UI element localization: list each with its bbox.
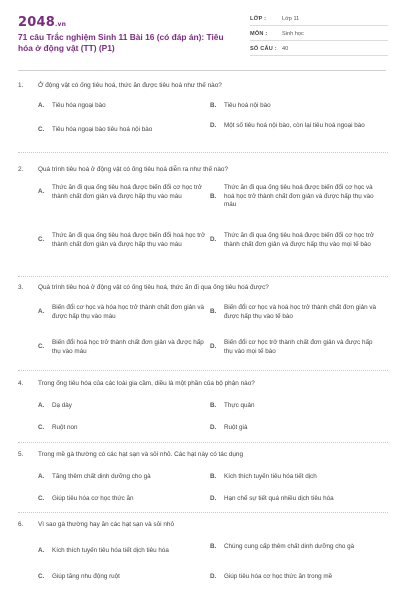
option-text: Giúp tăng nhu động ruột	[52, 573, 120, 580]
option-d[interactable]	[210, 232, 382, 249]
question-divider	[18, 370, 388, 371]
question-2	[18, 166, 388, 248]
option-letter: C.	[38, 343, 45, 351]
question-text: Quá trình tiêu hoá ở động vật có ống tiêu hoá diễn ra như thế nào?	[38, 166, 229, 173]
question-3	[18, 284, 388, 355]
option-letter: D.	[210, 573, 217, 580]
option-text: Một số tiêu hoá nội bào, còn lại tiêu hoá ngoại bào	[224, 122, 365, 129]
meta-key: MÔN :	[250, 30, 268, 37]
option-letter: C.	[38, 424, 45, 431]
option-letter: A.	[38, 473, 45, 480]
option-letter: A.	[38, 188, 45, 196]
option-b[interactable]	[210, 473, 382, 482]
question-number: 4.	[18, 380, 24, 387]
option-letter: C.	[38, 495, 45, 502]
header-divider	[18, 70, 386, 71]
option-letter: A.	[38, 547, 45, 554]
meta-value: Lớp 11	[282, 15, 300, 22]
option-text: Kích thích tuyến tiêu hóa tiết dịch tiêu hóa	[52, 547, 169, 554]
option-text: Ruột non	[52, 424, 78, 431]
option-b[interactable]	[210, 102, 382, 111]
question-text: Trong mề gà thường có các hạt sạn và sỏi nhỏ. Các hạt này có tác dụng	[38, 451, 244, 458]
question-number: 1.	[18, 82, 24, 89]
option-letter: B.	[210, 192, 217, 200]
option-text: Tiêu hoá nội bào	[224, 102, 271, 109]
option-text: Thực quản	[224, 402, 255, 409]
option-text: Biến đổi cơ học và hóa học trở thành chất đơn giản và được hấp thụ vào máu	[52, 304, 205, 320]
question-6	[18, 521, 388, 580]
question-4	[18, 380, 388, 431]
option-c[interactable]	[38, 573, 210, 582]
option-letter: A.	[38, 102, 45, 109]
document-meta	[250, 12, 388, 57]
question-1	[18, 82, 388, 133]
option-letter: D.	[210, 236, 217, 244]
option-letter: D.	[210, 343, 217, 351]
option-letter: C.	[38, 573, 45, 580]
meta-value: Sinh học	[282, 30, 304, 37]
option-letter: A.	[38, 402, 45, 409]
meta-row-class	[250, 12, 388, 26]
meta-value: 40	[282, 45, 289, 52]
question-5	[18, 451, 388, 502]
option-d[interactable]	[210, 573, 382, 582]
question-divider	[18, 442, 388, 443]
option-text: Thức ăn đi qua ống tiêu hoá được biến đổi cơ học trở thành chất đơn giản và được hấp thụ vào mọi tế bào	[224, 232, 374, 248]
option-text: Thức ăn đi qua ống tiêu hoá được biến đổi cơ học trở thành chất đơn giản và được hấp thụ vào máu	[52, 184, 202, 200]
question-divider	[18, 152, 388, 153]
option-letter: D.	[210, 122, 217, 129]
option-text: Ruột già	[224, 424, 248, 431]
meta-key: SỐ CÂU :	[250, 45, 277, 52]
option-d[interactable]	[210, 122, 382, 131]
option-letter: D.	[210, 424, 217, 431]
option-text: Tiêu hóa ngoại bào	[52, 102, 106, 109]
question-text: Trong ống tiêu hóa của các loài gia cầm, diều là một phần của bộ phận nào?	[38, 380, 255, 387]
option-text: Chúng cung cấp thêm chất dinh dưỡng cho gà	[224, 543, 355, 550]
question-number: 5.	[18, 451, 24, 458]
option-b[interactable]	[210, 184, 382, 210]
option-text: Giúp tiêu hóa cơ học thức ăn	[52, 495, 134, 502]
option-text: Hạn chế sự tiết quá nhiều dịch tiêu hóa	[224, 495, 334, 502]
option-c[interactable]	[38, 126, 210, 135]
option-d[interactable]	[210, 339, 382, 356]
option-text: Kích thích tuyến tiêu hóa tiết dịch	[224, 473, 317, 480]
logo-main: 2048	[18, 15, 55, 30]
site-logo[interactable]	[18, 15, 66, 30]
option-text: Biến đổi cơ học và hoá học trở thành chất đơn giản và được hấp thụ vào tế bào	[224, 304, 377, 320]
question-number: 3.	[18, 284, 24, 291]
logo-suffix: .vn	[54, 21, 67, 28]
question-divider	[18, 276, 388, 277]
option-letter: D.	[210, 495, 217, 502]
option-b[interactable]	[210, 402, 382, 411]
question-number: 6.	[18, 521, 24, 528]
option-a[interactable]	[38, 473, 210, 482]
option-letter: C.	[38, 126, 45, 133]
meta-row-count	[250, 42, 388, 56]
question-number: 2.	[18, 166, 24, 173]
option-letter: B.	[210, 402, 217, 409]
option-text: Thức ăn đi qua ống tiêu hoá được biến đổi cơ học và hoá học trở thành chất đơn giản và được hấp thụ vào máu	[224, 184, 374, 209]
option-letter: C.	[38, 236, 45, 244]
meta-row-subject	[250, 27, 388, 41]
option-b[interactable]	[210, 304, 382, 321]
option-letter: B.	[210, 543, 217, 550]
question-divider	[18, 512, 388, 513]
option-a[interactable]	[38, 304, 210, 321]
option-letter: B.	[210, 308, 217, 316]
option-text: Tiêu hóa ngoại bào tiêu hoá nội bào	[52, 126, 153, 133]
option-text: Biến đổi hoá học trở thành chất đơn giản và được hấp thụ vào máu	[52, 339, 204, 355]
option-letter: B.	[210, 473, 217, 480]
option-c[interactable]	[38, 232, 210, 249]
option-text: Biến đổi cơ học trở thành chất đơn giản và được hấp thụ vào mọi tế bào	[224, 339, 373, 355]
option-text: Giúp tiêu hóa cơ học thức ăn trong mề	[224, 573, 333, 580]
option-d[interactable]	[210, 424, 382, 433]
question-text: Vì sao gà thường hay ăn các hạt sạn và sỏi nhỏ	[38, 521, 175, 528]
option-a[interactable]	[38, 102, 210, 111]
option-c[interactable]	[38, 424, 210, 433]
option-letter: A.	[38, 308, 45, 316]
meta-key: LỚP :	[250, 15, 267, 22]
option-c[interactable]	[38, 495, 210, 504]
question-text: Quá trình tiêu hoá ở động vật có ống tiêu hoá, thức ăn đi qua ống tiêu hoá được?	[38, 284, 269, 291]
option-a[interactable]	[38, 184, 210, 201]
option-d[interactable]	[210, 495, 382, 504]
option-a[interactable]	[38, 547, 210, 556]
option-c[interactable]	[38, 339, 210, 356]
option-letter: B.	[210, 102, 217, 109]
question-text: Ở động vật có ống tiêu hoá, thức ăn được tiêu hoá như thế nào?	[38, 82, 222, 89]
document-title: 71 câu Trắc nghiệm Sinh 11 Bài 16 (có đáp án): Tiêu hóa ở động vật (TT) (P1)	[18, 32, 224, 53]
option-text: Dạ dày	[52, 402, 72, 409]
option-b[interactable]	[210, 543, 382, 552]
option-a[interactable]	[38, 402, 210, 411]
option-text: Tăng thêm chất dinh dưỡng cho gà	[52, 473, 151, 480]
option-text: Thức ăn đi qua ống tiêu hoá được biến đổi hoá học trở thành chất đơn giản và được hấp thụ vào máu	[52, 232, 206, 248]
